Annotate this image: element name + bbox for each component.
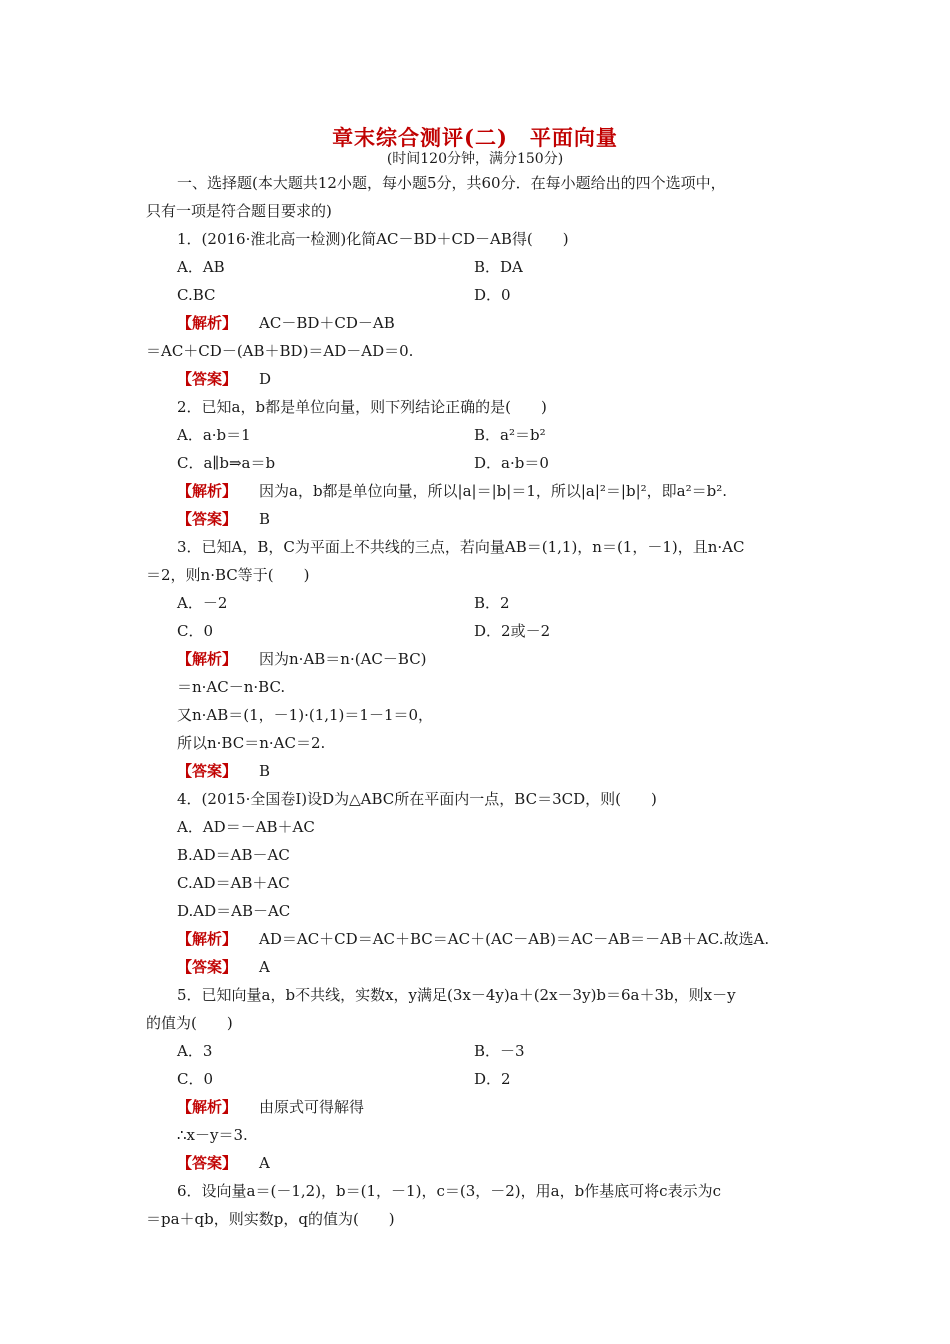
q4-option-c: C.AD＝AB＋AC [177, 874, 290, 892]
q5-stem-line1: 5．已知向量a，b不共线，实数x，y满足(3x－4y)a＋(2x－3y)b＝6a＋3b，则x－y [177, 986, 736, 1004]
q1-stem: 1．(2016·淮北高一检测)化简AC－BD＋CD－AB得( ) [177, 230, 569, 248]
section-instructions-line2: 只有一项是符合题目要求的) [146, 202, 332, 220]
q2-option-a: A．a·b＝1 [177, 426, 251, 444]
q5-analysis [177, 1097, 364, 1117]
q4-option-a: A．AD＝－AB＋AC [177, 818, 315, 836]
q3-analysis-line1: 因为n·AB＝n·(AC－BC) [259, 650, 427, 668]
analysis-tag: 【解析】 [177, 930, 238, 948]
page-title: 章末综合测评(二) 平面向量 [332, 125, 618, 150]
q5-option-d: D．2 [474, 1070, 511, 1088]
q4-answer [177, 957, 270, 977]
q3-analysis-line2: ＝n·AC－n·BC. [177, 678, 286, 696]
q4-option-d: D.AD＝AB－AC [177, 902, 291, 920]
q5-option-c: C．0 [177, 1070, 214, 1088]
q1-option-b: B．DA [474, 258, 523, 276]
q6-stem-line2: ＝pa＋qb，则实数p，q的值为( ) [146, 1210, 395, 1228]
q1-option-a: A．AB [177, 258, 225, 276]
q3-answer [177, 761, 270, 781]
q1-option-d: D．0 [474, 286, 511, 304]
analysis-tag: 【解析】 [177, 1098, 238, 1116]
q1-analysis [177, 313, 395, 333]
q1-analysis-line1: AC－BD＋CD－AB [259, 314, 395, 332]
q4-answer-value: A [259, 958, 270, 976]
section-instructions-line1: 一、选择题(本大题共12小题，每小题5分，共60分．在每小题给出的四个选项中， [177, 174, 726, 192]
answer-tag: 【答案】 [177, 510, 238, 528]
answer-tag: 【答案】 [177, 370, 238, 388]
q5-analysis-line2: ∴x－y＝3. [177, 1126, 248, 1144]
q1-answer [177, 369, 271, 389]
q3-analysis-line4: 所以n·BC＝n·AC＝2. [177, 734, 326, 752]
answer-tag: 【答案】 [177, 958, 238, 976]
q2-option-c: C．a∥b⇒a＝b [177, 454, 276, 472]
analysis-tag: 【解析】 [177, 482, 238, 500]
q4-analysis-line1: AD＝AC＋CD＝AC＋BC＝AC＋(AC－AB)＝AC－AB＝－AB＋AC.故选A. [259, 930, 770, 948]
q5-answer [177, 1153, 270, 1173]
page-subtitle: (时间120分钟，满分150分) [386, 151, 564, 167]
q1-option-c: C.BC [177, 286, 216, 304]
analysis-tag: 【解析】 [177, 650, 238, 668]
q5-analysis-line1: 由原式可得解得 [259, 1098, 365, 1116]
q2-stem: 2．已知a，b都是单位向量，则下列结论正确的是( ) [177, 398, 547, 416]
q2-option-b: B．a²＝b² [474, 426, 546, 444]
q5-option-a: A．3 [177, 1042, 213, 1060]
q1-answer-value: D [259, 370, 272, 388]
q3-option-a: A．－2 [177, 594, 228, 612]
q1-analysis-line2: ＝AC＋CD－(AB＋BD)＝AD－AD＝0. [146, 342, 414, 360]
q4-stem: 4．(2015·全国卷Ⅰ)设D为△ABC所在平面内一点，BC＝3CD，则( ) [177, 790, 657, 808]
q2-answer [177, 509, 270, 529]
q4-option-b: B.AD＝AB－AC [177, 846, 290, 864]
analysis-tag: 【解析】 [177, 314, 238, 332]
answer-tag: 【答案】 [177, 762, 238, 780]
q3-answer-value: B [259, 762, 271, 780]
q6-stem-line1: 6．设向量a＝(－1,2)，b＝(1，－1)，c＝(3，－2)，用a，b作基底可将c表示为c [177, 1182, 721, 1200]
q4-analysis [177, 929, 769, 949]
q5-option-b: B．－3 [474, 1042, 525, 1060]
q3-stem-line1: 3．已知A，B，C为平面上不共线的三点，若向量AB＝(1,1)，n＝(1，－1)，且n·AC [177, 538, 745, 556]
q2-analysis [177, 481, 727, 501]
q5-stem-line2: 的值为( ) [146, 1014, 233, 1032]
q3-option-d: D．2或－2 [474, 622, 551, 640]
q2-answer-value: B [259, 510, 271, 528]
q2-option-d: D．a·b＝0 [474, 454, 549, 472]
q3-analysis-line3: 又n·AB＝(1，－1)·(1,1)＝1－1＝0， [177, 706, 434, 724]
q5-answer-value: A [259, 1154, 270, 1172]
q3-analysis [177, 649, 427, 669]
answer-tag: 【答案】 [177, 1154, 238, 1172]
q3-stem-line2: ＝2，则n·BC等于( ) [146, 566, 310, 584]
q3-option-c: C．0 [177, 622, 214, 640]
q3-option-b: B．2 [474, 594, 510, 612]
q2-analysis-line1: 因为a，b都是单位向量，所以|a|＝|b|＝1，所以|a|²＝|b|²，即a²＝b². [259, 482, 727, 500]
